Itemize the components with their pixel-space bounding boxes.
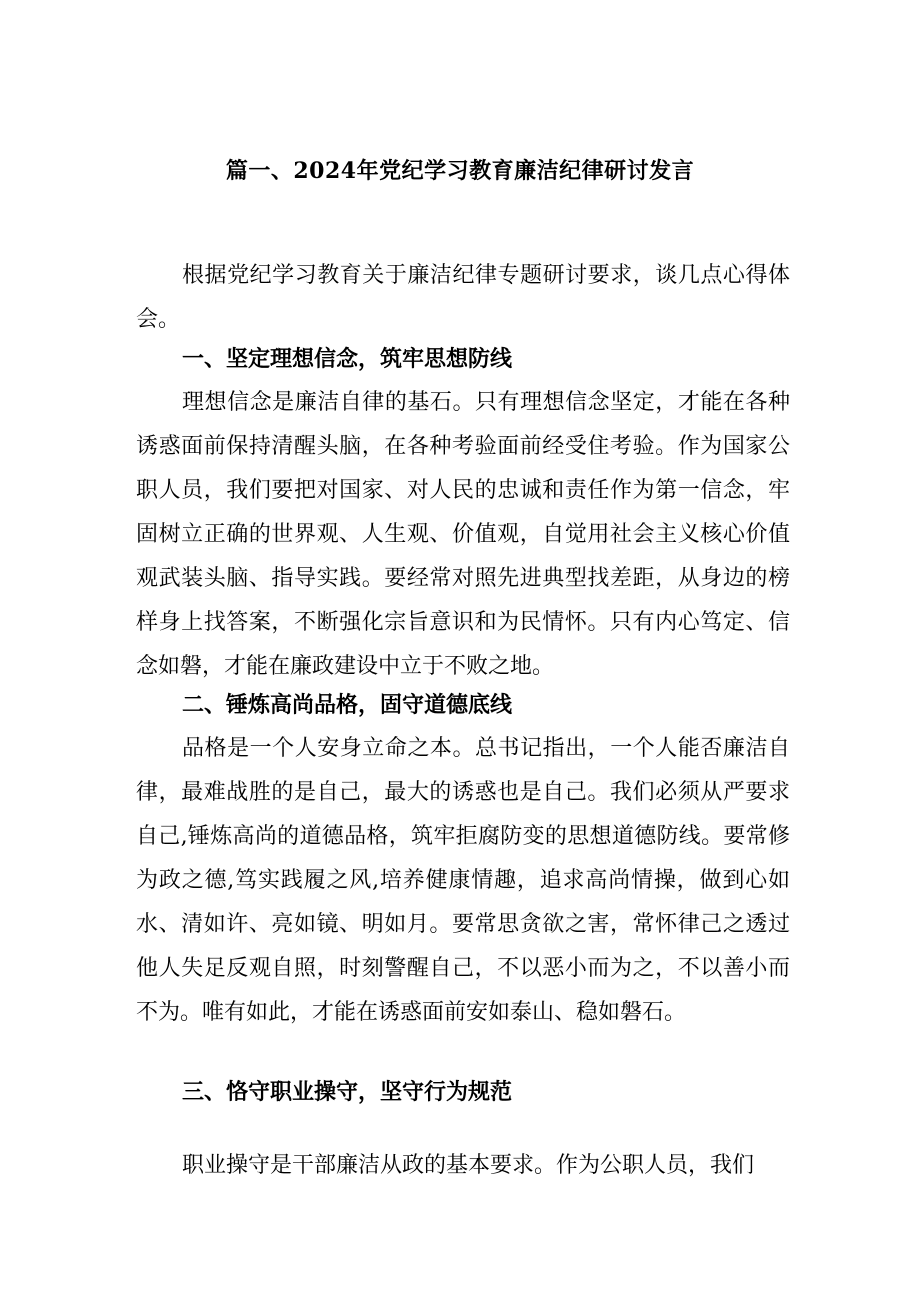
- document-title: 篇一、2024年党纪学习教育廉洁纪律研讨发言: [225, 158, 695, 184]
- section-3-heading: 三、恪守职业操守，坚守行为规范: [182, 1079, 513, 1105]
- section-1-paragraph: 理想信念是廉洁自律的基石。只有理想信念坚定，才能在各种诱惑面前保持清醒头脑，在各种考验面前经受住考验。作为国家公职人员，我们要把对国家、对人民的忠诚和责任作为第一信念，牢固树立正确的世界观、人生观、价值观，自觉用社会主义核心价值观武装头脑、指导实践。要经常对照先进典型找差距，从身边的榜样身上找答案，不断强化宗旨意识和为民情怀。只有内心笃定、信念如磐，才能在廉政建设中立于不败之地。: [136, 390, 790, 679]
- section-3-paragraph: 职业操守是干部廉洁从政的基本要求。作为公职人员，我们: [182, 1153, 755, 1178]
- section-1-heading: 一、坚定理想信念，筑牢思想防线: [182, 346, 513, 372]
- intro-paragraph: 根据党纪学习教育关于廉洁纪律专题研讨要求，谈几点心得体会。: [136, 263, 790, 332]
- section-2-heading: 二、锤炼高尚品格，固守道德底线: [182, 692, 513, 718]
- section-2-paragraph: 品格是一个人安身立命之本。总书记指出，一个人能否廉洁自律，最难战胜的是自己，最大的诱惑也是自己。我们必须从严要求自己,锤炼高尚的道德品格，筑牢拒腐防变的思想道德防线。要常修为政之德,笃实践履之风,培养健康情趣，追求高尚情操，做到心如水、清如许、亮如镜、明如月。要常思贪欲之害，常怀律己之透过他人失足反观自照，时刻警醒自己，不以恶小而为之，不以善小而不为。唯有如此，才能在诱惑面前安如泰山、稳如磐石。: [136, 736, 790, 1025]
